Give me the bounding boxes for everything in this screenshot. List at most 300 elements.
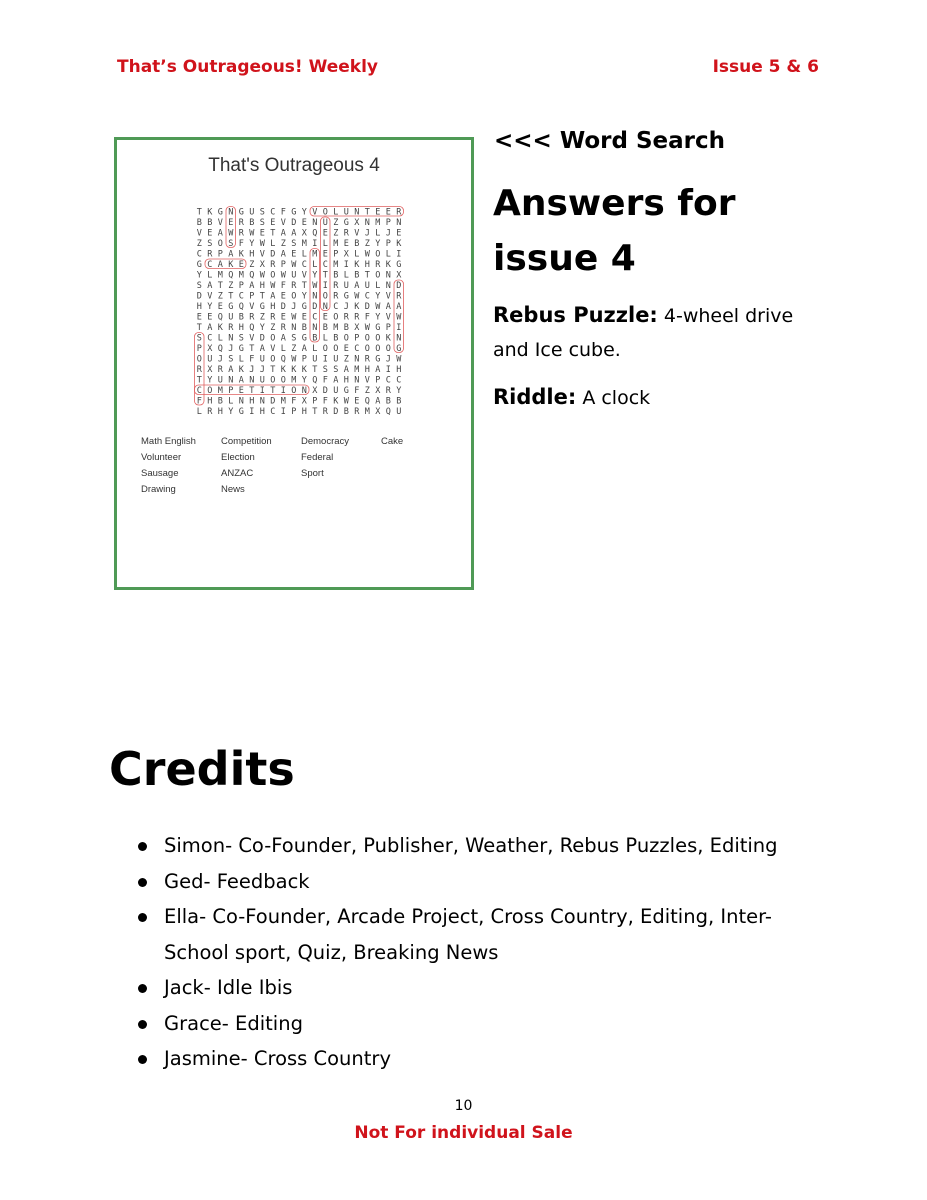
grid-letter: S bbox=[291, 239, 297, 249]
grid-letter: L bbox=[354, 249, 360, 260]
credit-item: Jasmine- Cross Country bbox=[136, 1041, 816, 1077]
grid-letter: U bbox=[228, 312, 234, 323]
grid-letter: R bbox=[333, 291, 339, 302]
grid-letter: K bbox=[238, 365, 244, 375]
grid-letter: R bbox=[333, 281, 339, 291]
grid-letter: Z bbox=[217, 291, 223, 302]
grid-letter: J bbox=[249, 365, 255, 375]
grid-letter: Y bbox=[312, 270, 318, 281]
word-list-item bbox=[381, 452, 461, 468]
grid-letter: L bbox=[385, 249, 391, 260]
grid-letter: Z bbox=[280, 239, 286, 249]
grid-letter: J bbox=[385, 228, 391, 239]
grid-letter: M bbox=[333, 323, 339, 333]
grid-letter: T bbox=[301, 281, 307, 291]
grid-letter: O bbox=[280, 375, 286, 386]
grid-letter: E bbox=[280, 312, 286, 323]
grid-letter: X bbox=[375, 386, 381, 396]
grid-letter: C bbox=[364, 291, 370, 302]
grid-letter: K bbox=[280, 365, 286, 375]
grid-letter: I bbox=[280, 407, 286, 416]
grid-letter: M bbox=[333, 239, 339, 249]
grid-letter: M bbox=[333, 260, 339, 270]
credits-title: Credits bbox=[109, 742, 295, 796]
grid-letter: V bbox=[385, 291, 391, 302]
grid-letter: H bbox=[364, 365, 370, 375]
grid-letter: O bbox=[322, 291, 328, 302]
grid-letter: D bbox=[396, 281, 402, 291]
grid-letter: U bbox=[259, 375, 265, 386]
grid-letter: Y bbox=[396, 386, 402, 396]
grid-letter: G bbox=[343, 291, 349, 302]
grid-letter: M bbox=[280, 396, 286, 407]
word-search-link[interactable]: <<< Word Search bbox=[494, 128, 726, 154]
grid-letter: Q bbox=[249, 270, 255, 281]
grid-letter: B bbox=[333, 270, 339, 281]
grid-letter: Z bbox=[333, 228, 339, 239]
word-list-item bbox=[301, 484, 381, 500]
grid-letter: N bbox=[249, 375, 255, 386]
grid-letter: S bbox=[259, 218, 265, 228]
grid-letter: Q bbox=[249, 323, 255, 333]
word-search-grid-svg bbox=[194, 206, 404, 416]
grid-letter: P bbox=[301, 354, 307, 365]
grid-letter: Y bbox=[196, 270, 202, 281]
grid-letter: H bbox=[249, 396, 255, 407]
grid-letter: D bbox=[322, 386, 328, 396]
grid-letter: D bbox=[364, 302, 370, 312]
grid-letter: V bbox=[196, 228, 202, 239]
grid-letter: D bbox=[280, 302, 286, 312]
grid-letter: L bbox=[217, 333, 223, 344]
word-search-word-list bbox=[141, 436, 461, 500]
riddle-label: Riddle: bbox=[493, 385, 577, 409]
grid-letter: W bbox=[259, 270, 265, 281]
grid-letter: H bbox=[217, 407, 223, 416]
grid-letter: U bbox=[207, 354, 213, 365]
grid-letter: B bbox=[249, 218, 255, 228]
grid-letter: Y bbox=[207, 302, 213, 312]
grid-letter: E bbox=[396, 228, 402, 239]
grid-letter: J bbox=[343, 302, 349, 312]
grid-letter: Z bbox=[333, 218, 339, 228]
grid-letter: S bbox=[291, 333, 297, 344]
grid-letter: O bbox=[322, 207, 328, 218]
grid-letter: H bbox=[259, 407, 265, 416]
grid-letter: C bbox=[312, 312, 318, 323]
grid-letter: Z bbox=[364, 239, 370, 249]
grid-letter: B bbox=[217, 396, 223, 407]
grid-letter: Q bbox=[217, 344, 223, 354]
grid-letter: V bbox=[249, 302, 255, 312]
riddle-text: A clock bbox=[576, 387, 651, 409]
word-list-item bbox=[381, 484, 461, 500]
grid-letter: A bbox=[270, 291, 276, 302]
grid-letter: N bbox=[312, 218, 318, 228]
grid-letter: N bbox=[238, 396, 244, 407]
grid-letter: K bbox=[291, 365, 297, 375]
grid-letter: P bbox=[217, 249, 223, 260]
word-list-item: Federal bbox=[301, 452, 334, 463]
grid-letter: Y bbox=[228, 407, 234, 416]
grid-letter: Y bbox=[375, 239, 381, 249]
grid-letter: O bbox=[291, 291, 297, 302]
grid-letter: M bbox=[364, 407, 370, 416]
grid-letter: X bbox=[396, 270, 402, 281]
grid-letter: X bbox=[343, 249, 349, 260]
grid-letter: X bbox=[312, 386, 318, 396]
grid-letter: O bbox=[375, 344, 381, 354]
grid-letter: F bbox=[196, 396, 202, 407]
grid-letter: L bbox=[238, 354, 244, 365]
grid-letter: F bbox=[249, 354, 255, 365]
grid-letter: A bbox=[217, 260, 223, 270]
grid-letter: J bbox=[364, 228, 370, 239]
grid-letter: E bbox=[207, 228, 213, 239]
grid-letter: Q bbox=[217, 312, 223, 323]
grid-letter: Z bbox=[364, 386, 370, 396]
grid-letter: P bbox=[312, 396, 318, 407]
grid-letter: A bbox=[375, 396, 381, 407]
grid-letter: W bbox=[364, 249, 370, 260]
credits-list bbox=[136, 828, 816, 1077]
grid-letter: D bbox=[333, 407, 339, 416]
grid-letter: V bbox=[280, 218, 286, 228]
grid-letter: L bbox=[322, 333, 328, 344]
grid-letter: E bbox=[291, 249, 297, 260]
grid-letter: A bbox=[291, 228, 297, 239]
grid-letter: F bbox=[280, 207, 286, 218]
grid-letter: E bbox=[196, 312, 202, 323]
grid-letter: O bbox=[322, 344, 328, 354]
grid-letter: E bbox=[207, 312, 213, 323]
grid-letter: U bbox=[343, 281, 349, 291]
grid-letter: N bbox=[259, 396, 265, 407]
grid-letter: U bbox=[333, 386, 339, 396]
grid-letter: Z bbox=[343, 354, 349, 365]
word-search-grid bbox=[194, 206, 404, 416]
grid-letter: R bbox=[291, 281, 297, 291]
grid-letter: W bbox=[396, 312, 402, 323]
grid-letter: R bbox=[354, 312, 360, 323]
grid-letter: O bbox=[207, 386, 213, 396]
grid-letter: L bbox=[196, 407, 202, 416]
grid-letter: F bbox=[280, 281, 286, 291]
grid-letter: I bbox=[249, 407, 255, 416]
grid-letter: R bbox=[354, 407, 360, 416]
grid-letter: N bbox=[354, 354, 360, 365]
grid-letter: R bbox=[280, 323, 286, 333]
word-search-title: That's Outrageous 4 bbox=[208, 155, 380, 176]
grid-letter: D bbox=[196, 291, 202, 302]
grid-letter: L bbox=[301, 249, 307, 260]
word-list-item: News bbox=[221, 484, 245, 495]
grid-letter: W bbox=[280, 270, 286, 281]
grid-letter: Y bbox=[301, 291, 307, 302]
grid-letter: P bbox=[385, 239, 391, 249]
grid-letter: I bbox=[385, 365, 391, 375]
grid-letter: R bbox=[270, 260, 276, 270]
grid-letter: Y bbox=[375, 312, 381, 323]
grid-letter: F bbox=[364, 312, 370, 323]
grid-letter: A bbox=[280, 249, 286, 260]
grid-letter: R bbox=[343, 228, 349, 239]
page-number: 10 bbox=[454, 1098, 473, 1114]
grid-letter: C bbox=[207, 333, 213, 344]
grid-letter: F bbox=[322, 375, 328, 386]
grid-letter: R bbox=[385, 386, 391, 396]
grid-letter: C bbox=[207, 260, 213, 270]
grid-letter: K bbox=[238, 249, 244, 260]
grid-letter: G bbox=[228, 302, 234, 312]
grid-letter: S bbox=[196, 281, 202, 291]
grid-letter: C bbox=[270, 207, 276, 218]
grid-letter: I bbox=[312, 239, 318, 249]
grid-letter: V bbox=[312, 207, 318, 218]
grid-letter: J bbox=[228, 344, 234, 354]
grid-letter: T bbox=[312, 407, 318, 416]
grid-letter: T bbox=[312, 365, 318, 375]
grid-letter: R bbox=[322, 407, 328, 416]
grid-letter: G bbox=[301, 302, 307, 312]
grid-letter: M bbox=[217, 270, 223, 281]
grid-letter: M bbox=[238, 270, 244, 281]
grid-letter: A bbox=[301, 344, 307, 354]
grid-letter: K bbox=[354, 260, 360, 270]
grid-letter: E bbox=[238, 260, 244, 270]
footer-note: Not For individual Sale bbox=[354, 1123, 573, 1143]
grid-letter: H bbox=[259, 281, 265, 291]
grid-letter: B bbox=[354, 270, 360, 281]
grid-letter: X bbox=[207, 365, 213, 375]
grid-letter: D bbox=[270, 396, 276, 407]
grid-letter: N bbox=[312, 291, 318, 302]
grid-letter: Q bbox=[228, 270, 234, 281]
grid-letter: O bbox=[364, 333, 370, 344]
grid-letter: N bbox=[385, 281, 391, 291]
grid-letter: A bbox=[228, 249, 234, 260]
grid-letter: L bbox=[312, 260, 318, 270]
grid-letter: I bbox=[280, 386, 286, 396]
grid-letter: T bbox=[196, 375, 202, 386]
grid-letter: D bbox=[312, 302, 318, 312]
grid-letter: S bbox=[196, 333, 202, 344]
grid-letter: C bbox=[322, 260, 328, 270]
grid-letter: A bbox=[354, 281, 360, 291]
grid-letter: D bbox=[270, 249, 276, 260]
grid-letter: Q bbox=[238, 302, 244, 312]
grid-letter: O bbox=[375, 249, 381, 260]
grid-letter: X bbox=[301, 228, 307, 239]
grid-letter: M bbox=[375, 218, 381, 228]
grid-letter: E bbox=[280, 291, 286, 302]
grid-letter: Y bbox=[301, 207, 307, 218]
credit-item: Ged- Feedback bbox=[136, 864, 816, 900]
grid-letter: R bbox=[343, 312, 349, 323]
grid-letter: A bbox=[217, 228, 223, 239]
grid-letter: Z bbox=[270, 323, 276, 333]
grid-letter: A bbox=[375, 365, 381, 375]
grid-letter: O bbox=[385, 344, 391, 354]
grid-letter: K bbox=[207, 207, 213, 218]
grid-letter: L bbox=[343, 270, 349, 281]
grid-letter: U bbox=[333, 354, 339, 365]
grid-letter: J bbox=[291, 302, 297, 312]
grid-letter: K bbox=[228, 260, 234, 270]
rebus-text: 4-wheel drive and Ice cube. bbox=[493, 305, 794, 361]
grid-letter: Z bbox=[249, 260, 255, 270]
grid-letter: T bbox=[259, 291, 265, 302]
grid-letter: B bbox=[207, 218, 213, 228]
grid-letter: B bbox=[238, 312, 244, 323]
grid-letter: M bbox=[217, 386, 223, 396]
grid-letter: U bbox=[364, 281, 370, 291]
grid-letter: G bbox=[375, 354, 381, 365]
grid-letter: N bbox=[301, 386, 307, 396]
grid-letter: N bbox=[354, 375, 360, 386]
grid-letter: B bbox=[385, 396, 391, 407]
grid-letter: G bbox=[343, 386, 349, 396]
grid-letter: Z bbox=[291, 344, 297, 354]
grid-letter: W bbox=[291, 260, 297, 270]
grid-letter: X bbox=[301, 396, 307, 407]
grid-letter: H bbox=[207, 396, 213, 407]
grid-letter: V bbox=[354, 228, 360, 239]
grid-letter: S bbox=[228, 239, 234, 249]
grid-letter: J bbox=[217, 354, 223, 365]
grid-letter: O bbox=[217, 239, 223, 249]
grid-letter: N bbox=[291, 323, 297, 333]
grid-letter: A bbox=[385, 302, 391, 312]
grid-letter: R bbox=[238, 218, 244, 228]
grid-letter: I bbox=[343, 260, 349, 270]
grid-letter: M bbox=[354, 365, 360, 375]
grid-letter: E bbox=[385, 207, 391, 218]
grid-letter: V bbox=[207, 291, 213, 302]
grid-letter: T bbox=[270, 386, 276, 396]
grid-letter: R bbox=[238, 228, 244, 239]
grid-letter: X bbox=[354, 323, 360, 333]
grid-letter: O bbox=[333, 312, 339, 323]
grid-letter: E bbox=[270, 218, 276, 228]
grid-letter: C bbox=[354, 344, 360, 354]
grid-letter: G bbox=[301, 333, 307, 344]
grid-letter: K bbox=[217, 323, 223, 333]
grid-letter: E bbox=[322, 249, 328, 260]
grid-letter: H bbox=[249, 249, 255, 260]
grid-letter: W bbox=[343, 396, 349, 407]
grid-letter: W bbox=[291, 354, 297, 365]
grid-letter: W bbox=[364, 323, 370, 333]
grid-letter: C bbox=[396, 375, 402, 386]
grid-letter: F bbox=[238, 239, 244, 249]
grid-letter: L bbox=[375, 228, 381, 239]
grid-letter: H bbox=[270, 302, 276, 312]
grid-letter: G bbox=[238, 407, 244, 416]
grid-letter: B bbox=[343, 323, 349, 333]
word-list-item: Election bbox=[221, 452, 255, 463]
grid-letter: L bbox=[333, 207, 339, 218]
grid-letter: V bbox=[364, 375, 370, 386]
grid-letter: H bbox=[196, 302, 202, 312]
grid-letter: T bbox=[270, 365, 276, 375]
grid-letter: E bbox=[375, 207, 381, 218]
grid-letter: N bbox=[396, 333, 402, 344]
grid-letter: G bbox=[217, 207, 223, 218]
grid-letter: Y bbox=[259, 323, 265, 333]
grid-letter: E bbox=[228, 218, 234, 228]
grid-letter: L bbox=[312, 344, 318, 354]
grid-letter: Q bbox=[312, 228, 318, 239]
grid-letter: B bbox=[301, 323, 307, 333]
grid-letter: Y bbox=[249, 239, 255, 249]
grid-letter: E bbox=[343, 239, 349, 249]
grid-letter: W bbox=[228, 228, 234, 239]
grid-letter: G bbox=[375, 323, 381, 333]
grid-letter: H bbox=[364, 260, 370, 270]
grid-letter: U bbox=[217, 375, 223, 386]
grid-letter: S bbox=[238, 333, 244, 344]
riddle-answer bbox=[493, 380, 813, 415]
grid-letter: P bbox=[238, 281, 244, 291]
grid-letter: P bbox=[280, 260, 286, 270]
grid-letter: T bbox=[364, 270, 370, 281]
grid-letter: R bbox=[375, 260, 381, 270]
grid-letter: T bbox=[270, 228, 276, 239]
grid-letter: W bbox=[291, 312, 297, 323]
grid-letter: O bbox=[270, 333, 276, 344]
grid-letter: R bbox=[228, 323, 234, 333]
newsletter-title: That’s Outrageous! Weekly bbox=[117, 57, 379, 77]
grid-letter: O bbox=[375, 270, 381, 281]
grid-letter: O bbox=[343, 333, 349, 344]
grid-letter: I bbox=[322, 281, 328, 291]
grid-letter: B bbox=[354, 239, 360, 249]
grid-letter: G bbox=[259, 302, 265, 312]
grid-letter: L bbox=[375, 281, 381, 291]
grid-letter: G bbox=[396, 344, 402, 354]
grid-letter: V bbox=[301, 270, 307, 281]
grid-letter: P bbox=[354, 333, 360, 344]
grid-letter: B bbox=[396, 396, 402, 407]
credit-item: Simon- Co-Founder, Publisher, Weather, Rebus Puzzles, Editing bbox=[136, 828, 816, 864]
grid-letter: O bbox=[270, 354, 276, 365]
grid-letter: E bbox=[259, 228, 265, 239]
grid-letter: O bbox=[270, 270, 276, 281]
grid-letter: P bbox=[385, 218, 391, 228]
grid-letter: N bbox=[322, 302, 328, 312]
grid-letter: D bbox=[259, 333, 265, 344]
grid-letter: K bbox=[301, 365, 307, 375]
grid-letter: F bbox=[322, 396, 328, 407]
grid-letter: A bbox=[207, 281, 213, 291]
grid-letter: M bbox=[312, 249, 318, 260]
grid-letter: U bbox=[259, 354, 265, 365]
grid-letter: X bbox=[207, 344, 213, 354]
grid-letter: S bbox=[333, 365, 339, 375]
grid-letter: M bbox=[291, 375, 297, 386]
grid-letter: Y bbox=[301, 375, 307, 386]
grid-letter: B bbox=[322, 323, 328, 333]
grid-letter: A bbox=[333, 375, 339, 386]
grid-letter: O bbox=[196, 354, 202, 365]
grid-letter: A bbox=[280, 228, 286, 239]
grid-letter: X bbox=[259, 260, 265, 270]
grid-letter: N bbox=[396, 218, 402, 228]
grid-letter: C bbox=[385, 375, 391, 386]
grid-letter: A bbox=[343, 365, 349, 375]
word-list-row bbox=[141, 468, 461, 484]
